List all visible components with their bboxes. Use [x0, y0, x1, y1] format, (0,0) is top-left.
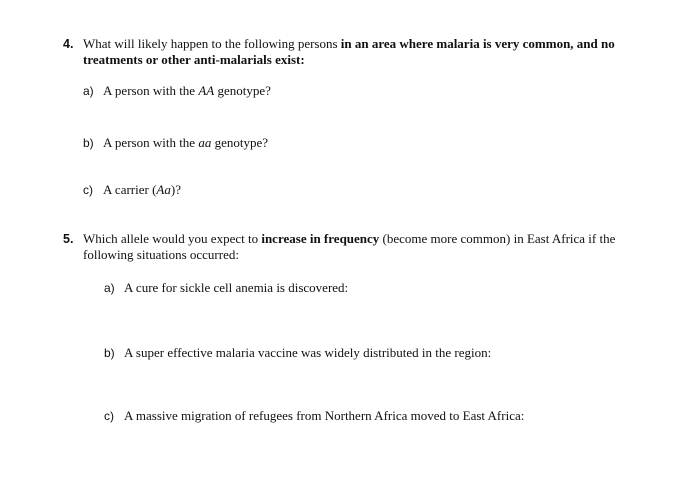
- question-5a-label: a): [104, 281, 115, 295]
- question-4a-text-lead: A person with the: [103, 83, 199, 98]
- question-4a-label: a): [83, 84, 94, 98]
- question-4a: [83, 83, 271, 99]
- question-4-number: 4.: [63, 37, 74, 51]
- question-4c-genotype: Aa: [156, 182, 171, 197]
- question-4c-text-lead: A carrier (: [103, 182, 157, 197]
- question-5b-label: b): [104, 346, 115, 360]
- question-5c-label: c): [104, 409, 114, 423]
- question-4c: [83, 182, 181, 198]
- question-5a: [104, 280, 348, 296]
- question-5-text-tail: (become more common) in East Africa if the following situations occurred:: [83, 231, 616, 262]
- question-4b: [83, 135, 268, 151]
- question-4c-label: c): [83, 183, 93, 197]
- question-4b-text: [103, 135, 268, 151]
- question-5b: [104, 345, 491, 361]
- question-4-text: [83, 36, 643, 68]
- question-5c: [104, 408, 524, 424]
- question-4b-genotype: aa: [198, 135, 212, 150]
- question-4b-text-lead: A person with the: [103, 135, 199, 150]
- question-4c-text: [103, 182, 181, 198]
- question-4a-text: [103, 83, 271, 99]
- question-4a-text-tail: genotype?: [214, 83, 271, 98]
- question-5-text: [83, 231, 628, 263]
- question-5-text-emphasis: increase in frequency: [261, 231, 380, 246]
- question-4c-text-tail: )?: [170, 182, 181, 197]
- question-4-text-emphasis: in an area where malaria is very common, and no treatments or other anti-malarials exist:: [83, 36, 615, 67]
- question-5c-text: A massive migration of refugees from Northern Africa moved to East Africa:: [124, 408, 525, 423]
- question-5b-text: A super effective malaria vaccine was widely distributed in the region:: [124, 345, 492, 360]
- question-4-text-lead: What will likely happen to the following persons: [83, 36, 341, 51]
- question-4b-label: b): [83, 136, 94, 150]
- question-4a-genotype: AA: [198, 83, 215, 98]
- question-4b-text-tail: genotype?: [211, 135, 268, 150]
- question-5-text-lead: Which allele would you expect to: [83, 231, 262, 246]
- question-5-number: 5.: [63, 232, 74, 246]
- question-5a-text: A cure for sickle cell anemia is discovered:: [124, 280, 349, 295]
